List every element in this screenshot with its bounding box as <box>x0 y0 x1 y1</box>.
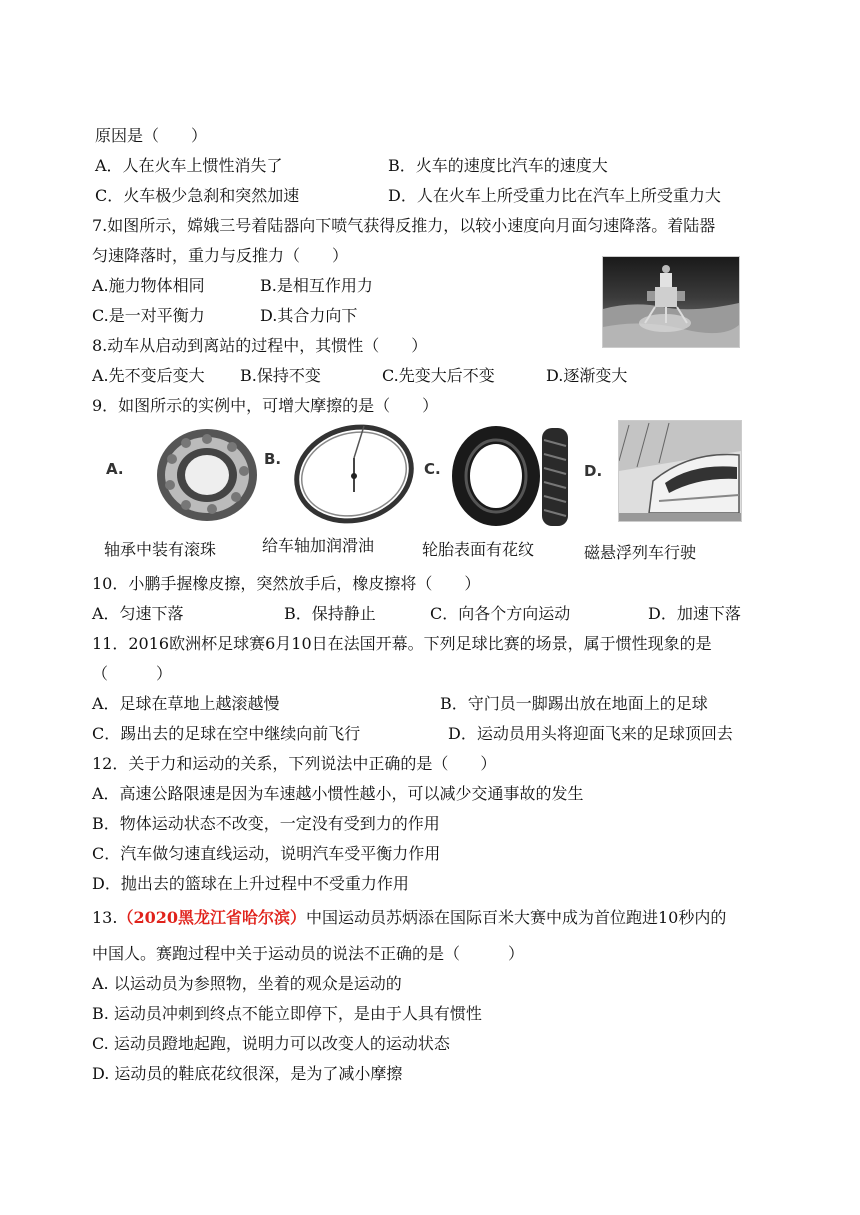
q13-stem-line2: 中国人。赛跑过程中关于运动员的说法不正确的是（ ） <box>92 944 525 963</box>
q7-stem-line1: 7.如图所示，嫦娥三号着陆器向下喷气获得反推力，以较小速度向月面匀速降落。着陆器 <box>92 216 716 235</box>
q9-caption-a: 轴承中装有滚珠 <box>104 540 217 559</box>
q12-option-b: B．物体运动状态不改变，一定没有受到力的作用 <box>92 814 440 833</box>
q9-caption-c: 轮胎表面有花纹 <box>422 540 535 559</box>
q12-stem: 12．关于力和运动的关系，下列说法中正确的是（ ） <box>92 754 497 773</box>
q13-number: 13. <box>92 908 118 927</box>
q7-option-d: D.其合力向下 <box>260 306 358 325</box>
q11-option-c: C．踢出去的足球在空中继续向前飞行 <box>92 724 361 743</box>
q6-option-c: C．火车极少急刹和突然加速 <box>95 186 300 205</box>
q12-option-a: A．高速公路限速是因为车速越小惯性越小，可以减少交通事故的发生 <box>92 784 584 803</box>
q8-option-d: D.逐渐变大 <box>546 366 628 385</box>
q12-option-c: C．汽车做匀速直线运动，说明汽车受平衡力作用 <box>92 844 441 863</box>
q10-option-c: C．向各个方向运动 <box>430 604 571 623</box>
q11-option-d: D．运动员用头将迎面飞来的足球顶回去 <box>448 724 733 743</box>
bearing-image <box>152 425 262 525</box>
q7-option-a: A.施力物体相同 <box>92 276 205 295</box>
q8-option-a: A.先不变后变大 <box>92 366 205 385</box>
q9-fig-letter-b: B. <box>264 450 282 468</box>
tire-image <box>446 420 572 532</box>
q7-option-b: B.是相互作用力 <box>260 276 373 295</box>
q13-source: （2020黑龙江省哈尔滨） <box>117 908 306 927</box>
q9-fig-letter-d: D. <box>584 462 603 480</box>
q10-option-b: B．保持静止 <box>284 604 376 623</box>
q8-option-c: C.先变大后不变 <box>382 366 495 385</box>
q9-caption-d: 磁悬浮列车行驶 <box>584 543 697 562</box>
q6-option-a: A．人在火车上惯性消失了 <box>95 156 283 175</box>
q10-option-d: D．加速下落 <box>648 604 741 623</box>
q11-stem-line2: （ ） <box>92 664 173 683</box>
q9-caption-b: 给车轴加润滑油 <box>262 536 375 555</box>
q13-option-c: C. 运动员蹬地起跑，说明力可以改变人的运动状态 <box>92 1034 450 1053</box>
q11-option-a: A．足球在草地上越滚越慢 <box>92 694 280 713</box>
q7-option-c: C.是一对平衡力 <box>92 306 205 325</box>
q13-option-d: D. 运动员的鞋底花纹很深，是为了减小摩擦 <box>92 1064 403 1083</box>
maglev-train-photo <box>618 420 742 522</box>
q6-option-b: B．火车的速度比汽车的速度大 <box>388 156 608 175</box>
q9-stem: 9．如图所示的实例中，可增大摩擦的是（ ） <box>92 396 439 415</box>
q10-option-a: A．匀速下落 <box>92 604 184 623</box>
q11-option-b: B．守门员一脚踢出放在地面上的足球 <box>440 694 708 713</box>
q6-option-d: D．人在火车上所受重力比在汽车上所受重力大 <box>388 186 721 205</box>
q6-stem-tail: 原因是（ ） <box>95 126 208 145</box>
q13-stem-text: 中国运动员苏炳添在国际百米大赛中成为首位跑进10秒内的 <box>306 908 727 927</box>
q9-fig-letter-c: C. <box>424 460 441 478</box>
q11-stem-line1: 11．2016欧洲杯足球赛6月10日在法国开幕。下列足球比赛的场景，属于惯性现象的是 <box>92 634 712 653</box>
q13-option-a: A. 以运动员为参照物，坐着的观众是运动的 <box>92 974 402 993</box>
q8-stem: 8.动车从启动到离站的过程中，其惯性（ ） <box>92 336 428 355</box>
q9-fig-letter-a: A. <box>106 460 124 478</box>
lunar-lander-photo <box>602 256 740 348</box>
q12-option-d: D．抛出去的篮球在上升过程中不受重力作用 <box>92 874 409 893</box>
q8-option-b: B.保持不变 <box>240 366 321 385</box>
q13-option-b: B. 运动员冲刺到终点不能立即停下，是由于人具有惯性 <box>92 1004 482 1023</box>
bicycle-wheel-image <box>292 418 417 528</box>
q10-stem: 10．小鹏手握橡皮擦，突然放手后，橡皮擦将（ ） <box>92 574 481 593</box>
q13-stem-line1 <box>92 907 726 929</box>
q7-stem-line2: 匀速降落时，重力与反推力（ ） <box>92 246 349 265</box>
